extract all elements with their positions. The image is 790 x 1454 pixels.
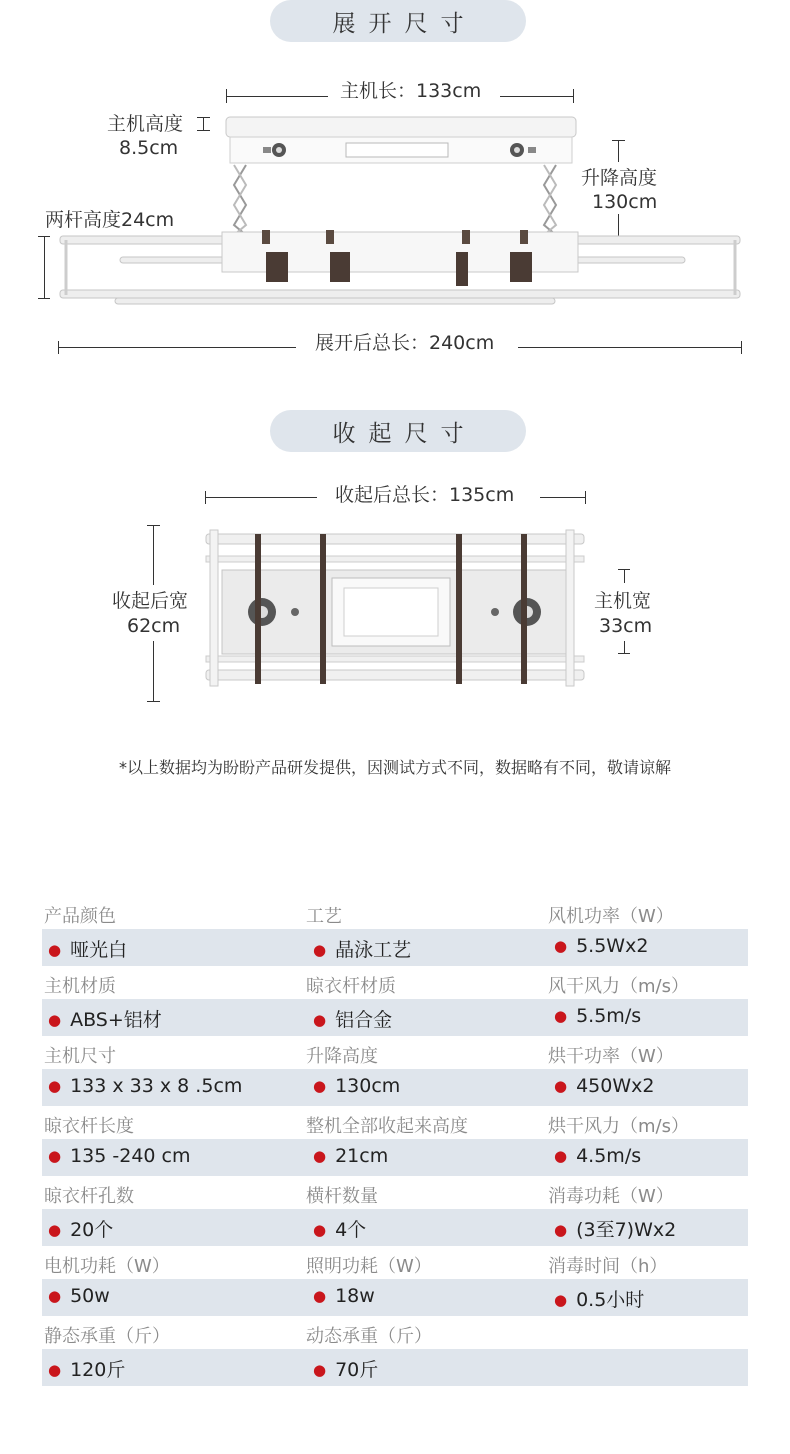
spec-value-row [42,1069,748,1106]
spec-value [48,1005,162,1032]
spec-label: 主机尺寸 [44,1046,116,1067]
expanded-rack-illustration [0,110,790,320]
host-length-line-left [226,96,328,97]
folded-length-line-right [540,497,586,498]
spec-label: 工艺 [306,906,342,927]
spec-value [313,1215,366,1242]
bullet-icon: ● [48,1221,62,1239]
total-length-line-right [518,347,742,348]
lift-height-label: 升降高度 [581,167,658,189]
bullet-icon: ● [313,1077,327,1095]
spec-label: 消毒时间（h） [548,1256,668,1277]
host-width-label: 主机宽 [594,590,652,612]
spec-label: 产品颜色 [44,906,116,927]
spec-value [48,1075,242,1097]
spec-label: 动态承重（斤） [306,1326,432,1347]
host-width-value: 33cm [599,615,653,637]
host-length-tick-right [573,89,574,103]
bullet-icon: ● [313,1011,327,1029]
total-length-tick-left [58,341,59,354]
bullet-icon: ● [48,1077,62,1095]
spec-value-text: 70斤 [335,1359,379,1381]
bullet-icon: ● [48,941,62,959]
spec-label: 升降高度 [306,1046,378,1067]
spec-value [554,1285,644,1312]
spec-label-row [42,896,748,929]
host-height-label: 主机高度 [107,113,184,135]
spec-value [313,935,411,962]
folded-rack-illustration [0,520,790,700]
spec-label: 晾衣杆长度 [44,1116,134,1137]
spec-value [313,1355,378,1382]
spec-value-text: 0.5小时 [576,1289,645,1311]
spec-value [48,1285,110,1307]
spec-label: 静态承重（斤） [44,1326,170,1347]
spec-value-row [42,1279,748,1316]
folded-section-title: 收起尺寸 [270,410,526,452]
spec-value-text: 50w [70,1285,110,1307]
spec-value [554,1145,641,1167]
spec-value [48,1145,191,1167]
bullet-icon: ● [313,1221,327,1239]
bullet-icon: ● [313,1287,327,1305]
bullet-icon: ● [554,1291,568,1309]
bullet-icon: ● [554,937,568,955]
spec-value-text: 5.5m/s [576,1005,642,1027]
spec-label: 整机全部收起来高度 [306,1116,468,1137]
spec-value [313,1285,375,1307]
spec-value [554,1075,654,1097]
total-length-tick-right [741,341,742,354]
spec-value-text: 21cm [335,1145,389,1167]
spec-label-row [42,1246,748,1279]
spec-label: 烘干功率（W） [548,1046,674,1067]
spec-label: 风机功率（W） [548,906,674,927]
bullet-icon: ● [554,1077,568,1095]
folded-width-tick-bottom [147,701,160,702]
spec-value-text: 130cm [335,1075,401,1097]
spec-value-row [42,929,748,966]
spec-value [313,1145,388,1167]
spec-label-row [42,1176,748,1209]
host-length-line-right [500,96,574,97]
spec-value-text: 铝合金 [335,1009,393,1031]
spec-value-text: 18w [335,1285,375,1307]
spec-value-text: 20个 [70,1219,114,1241]
spec-label: 照明功耗（W） [306,1256,432,1277]
bar-height-label: 两杆高度24cm [45,209,175,231]
spec-value [554,935,648,957]
spec-label-row [42,966,748,999]
spec-value-text: 5.5Wx2 [576,935,649,957]
spec-value-text: 4个 [335,1219,367,1241]
bullet-icon: ● [554,1221,568,1239]
bullet-icon: ● [48,1287,62,1305]
spec-value-row [42,999,748,1036]
spec-label: 横杆数量 [306,1186,378,1207]
spec-label: 晾衣杆材质 [306,976,396,997]
spec-value [554,1005,641,1027]
bullet-icon: ● [313,1147,327,1165]
spec-value-row [42,1139,748,1176]
spec-label: 风干风力（m/s） [548,976,689,997]
bullet-icon: ● [48,1147,62,1165]
bullet-icon: ● [554,1147,568,1165]
spec-value-text: ABS+铝材 [70,1009,162,1031]
spec-value-row [42,1349,748,1386]
host-height-value: 8.5cm [119,137,179,159]
folded-width-label: 收起后宽 [112,590,189,612]
spec-value [48,1355,125,1382]
specs-table [42,896,748,1386]
spec-value [48,1215,113,1242]
spec-label-row [42,1036,748,1069]
spec-label-row [42,1316,748,1349]
spec-value [554,1215,676,1242]
spec-label: 电机功耗（W） [44,1256,170,1277]
bullet-icon: ● [313,1361,327,1379]
folded-length-tick-left [205,491,206,504]
spec-label: 晾衣杆孔数 [44,1186,134,1207]
folded-length-line-left [205,497,317,498]
spec-label-row [42,1106,748,1139]
spec-value-text: 450Wx2 [576,1075,655,1097]
spec-value-text: 哑光白 [70,939,128,961]
spec-value-text: 晶泳工艺 [335,939,412,961]
spec-value-text: 4.5m/s [576,1145,642,1167]
total-length-line-left [58,347,296,348]
spec-value [313,1005,392,1032]
disclaimer-note: *以上数据均为盼盼产品研发提供，因测试方式不同，数据略有不同，敬请谅解 [118,758,671,777]
bullet-icon: ● [48,1011,62,1029]
bullet-icon: ● [554,1007,568,1025]
spec-label: 烘干风力（m/s） [548,1116,689,1137]
bullet-icon: ● [48,1361,62,1379]
spec-value-text: 135 -240 cm [70,1145,191,1167]
spec-value [48,935,127,962]
expanded-section-title: 展开尺寸 [270,0,526,42]
bullet-icon: ● [313,941,327,959]
spec-value [313,1075,400,1097]
expanded-total-length: 展开后总长：240cm [315,332,495,354]
spec-label: 主机材质 [44,976,116,997]
spec-value-text: (3至7)Wx2 [576,1219,677,1241]
spec-value-row [42,1209,748,1246]
spec-value-text: 133 x 33 x 8 .5cm [70,1075,243,1097]
folded-total-length: 收起后总长：135cm [335,484,515,506]
host-length-label: 主机长：133cm [340,80,482,102]
folded-length-tick-right [585,491,586,504]
folded-width-value: 62cm [127,615,181,637]
spec-label: 消毒功耗（W） [548,1186,674,1207]
lift-height-value: 130cm [592,191,658,213]
spec-value-text: 120斤 [70,1359,126,1381]
host-length-tick-left [226,89,227,103]
